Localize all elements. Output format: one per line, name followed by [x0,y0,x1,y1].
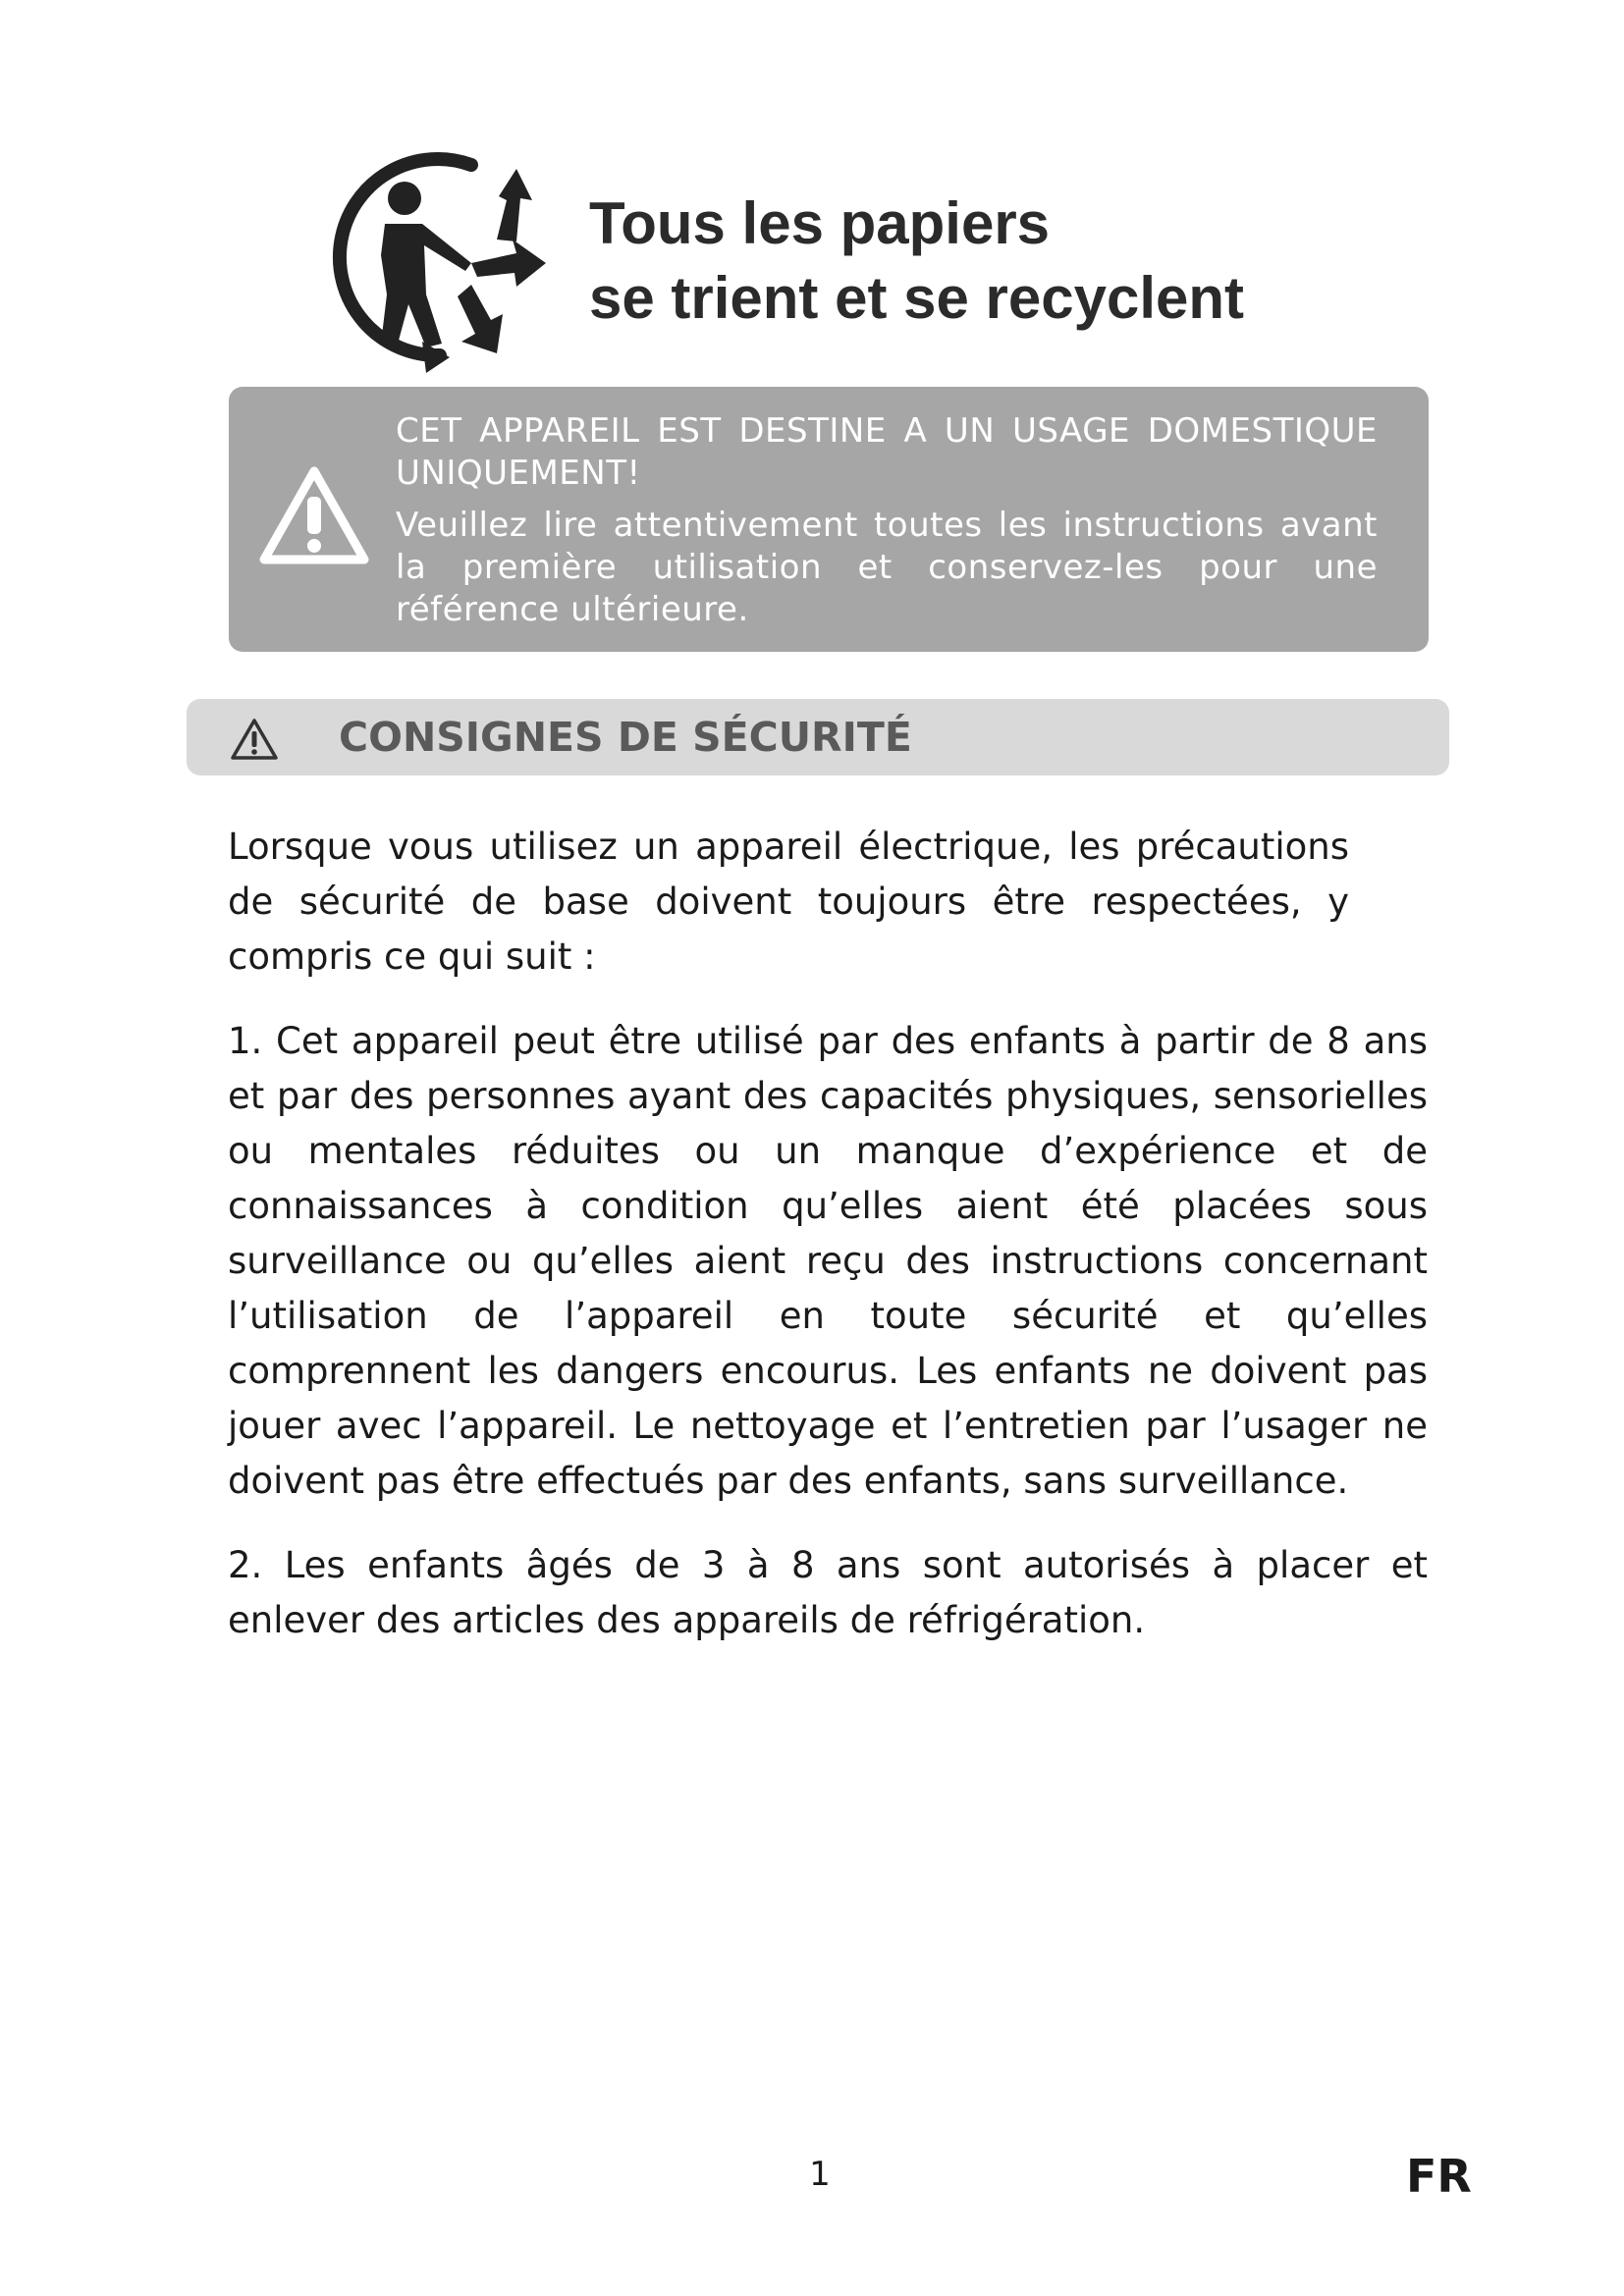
recycling-logo [324,147,1306,373]
page-number: 1 [809,2155,831,2194]
warning-triangle-icon [230,717,279,762]
notice-instructions: Veuillez lire attentivement toutes les instructions avant la première utilisation et conservez-les pour une référence ultérieure. [396,506,1378,629]
intro-paragraph: Lorsque vous utilisez un appareil électrique, les précautions de sécurité de base doivent toujours être respectées, y compris ce qui suit : [228,826,1349,978]
recycling-text [589,187,1244,336]
instruction-item-1: 1. Cet appareil peut être utilisé par des enfants à partir de 8 ans et par des personnes ayant des capacités physiques, sensorielles ou mentales réduites ou un manque d’expérience et de connaissances à condition qu’elles aient été placées sous surveillance ou qu’elles aient reçu des instructions concernant l’utilisation de l’appareil en toute sécurité et qu’elles comprennent les dangers encourus. Les enfants ne doivent pas jouer avec l’appareil. Le nettoyage et l’entretien par l’usager ne doivent pas être effectués par des enfants, sans surveillance. [228,1020,1428,1502]
warning-triangle-icon [256,463,372,567]
language-label: FR [1406,2150,1472,2203]
domestic-use-notice [229,387,1429,652]
triman-recycling-icon [324,147,550,373]
notice-heading: CET APPAREIL EST DESTINE A UN USAGE DOMESTIQUE UNIQUEMENT! [396,411,1378,493]
instruction-item-2: 2. Les enfants âgés de 3 à 8 ans sont autorisés à placer et enlever des articles des appareils de réfrigération. [228,1544,1428,1641]
recycling-text-line1: Tous les papiers [589,190,1051,256]
safety-instructions [228,820,1428,1678]
section-header [187,699,1449,775]
section-title: CONSIGNES DE SÉCURITÉ [339,714,912,761]
notice-text [396,410,1378,631]
recycling-text-line2: se trient et se recyclent [589,265,1245,331]
